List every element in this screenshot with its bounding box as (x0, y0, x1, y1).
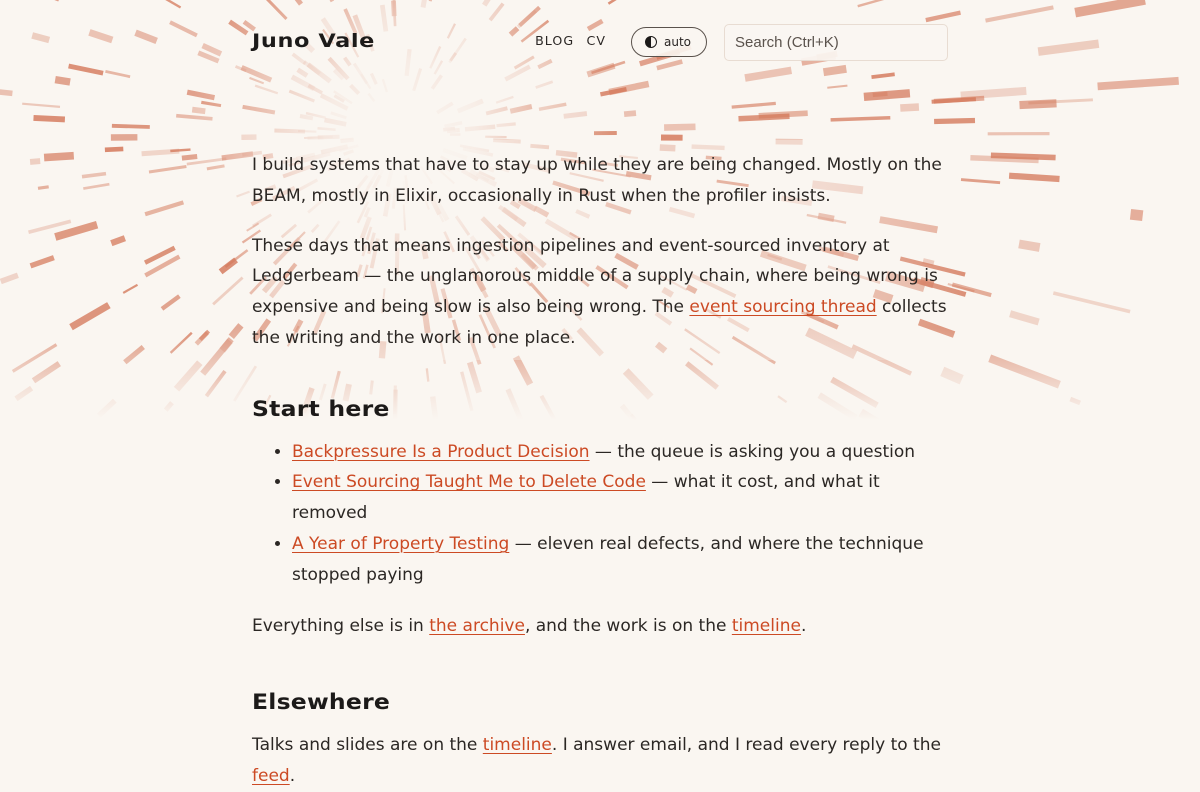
talks-timeline-link[interactable]: timeline (483, 735, 552, 755)
main-content (252, 150, 948, 792)
post-link-event-sourcing[interactable]: Event Sourcing Taught Me to Delete Code (292, 472, 646, 492)
intro-text: collects the writing and the work in one place. (252, 297, 947, 348)
elsewhere-text: . I answer email, and I read every reply to the (552, 735, 941, 755)
post-note: — the queue is asking you a question (590, 442, 915, 462)
post-note: — eleven real defects, and where the technique stopped paying (292, 534, 924, 585)
list-item (292, 529, 948, 591)
nav-link-blog[interactable]: BLOG (535, 34, 574, 48)
post-link-backpressure[interactable]: Backpressure Is a Product Decision (292, 442, 590, 462)
contrast-icon (645, 36, 657, 48)
search-input[interactable] (724, 24, 948, 61)
list-item (292, 437, 948, 468)
nav-link-cv[interactable]: CV (587, 34, 607, 48)
timeline-link[interactable]: timeline (732, 616, 801, 636)
post-link-property-testing[interactable]: A Year of Property Testing (292, 534, 509, 554)
elsewhere-paragraph (252, 730, 948, 792)
intro-paragraph-1: I build systems that have to stay up while they are being changed. Mostly on the BEAM, mostly in Elixir, occasionally in Rust when the profiler insists. (252, 150, 948, 212)
elsewhere-heading: Elsewhere (252, 687, 1032, 718)
list-item (292, 467, 948, 529)
theme-toggle-button[interactable] (631, 27, 707, 57)
archive-text: . (801, 616, 806, 636)
archive-text: , and the work is on the (525, 616, 732, 636)
intro-text: These days that means ingestion pipelines and event-sourced inventory at Ledgerbeam — the unglamorous middle of a supply chain, where being wrong is expensive and being slow is also being wrong. The (252, 236, 938, 318)
elsewhere-text: . (290, 766, 295, 786)
theme-toggle-label: auto (664, 35, 691, 49)
feed-link[interactable]: feed (252, 766, 290, 786)
event-sourcing-thread-link[interactable]: event sourcing thread (689, 297, 876, 317)
site-header (252, 24, 948, 62)
archive-paragraph (252, 611, 948, 642)
intro-paragraph-2 (252, 231, 948, 354)
start-here-list (252, 437, 948, 591)
post-note: — what it cost, and what it removed (292, 472, 880, 523)
main-nav (536, 34, 606, 48)
site-brand-link[interactable]: Juno Vale (252, 30, 375, 52)
archive-text: Everything else is in (252, 616, 429, 636)
elsewhere-text: Talks and slides are on the (252, 735, 483, 755)
archive-link[interactable]: the archive (429, 616, 525, 636)
start-here-heading: Start here (252, 394, 1032, 425)
